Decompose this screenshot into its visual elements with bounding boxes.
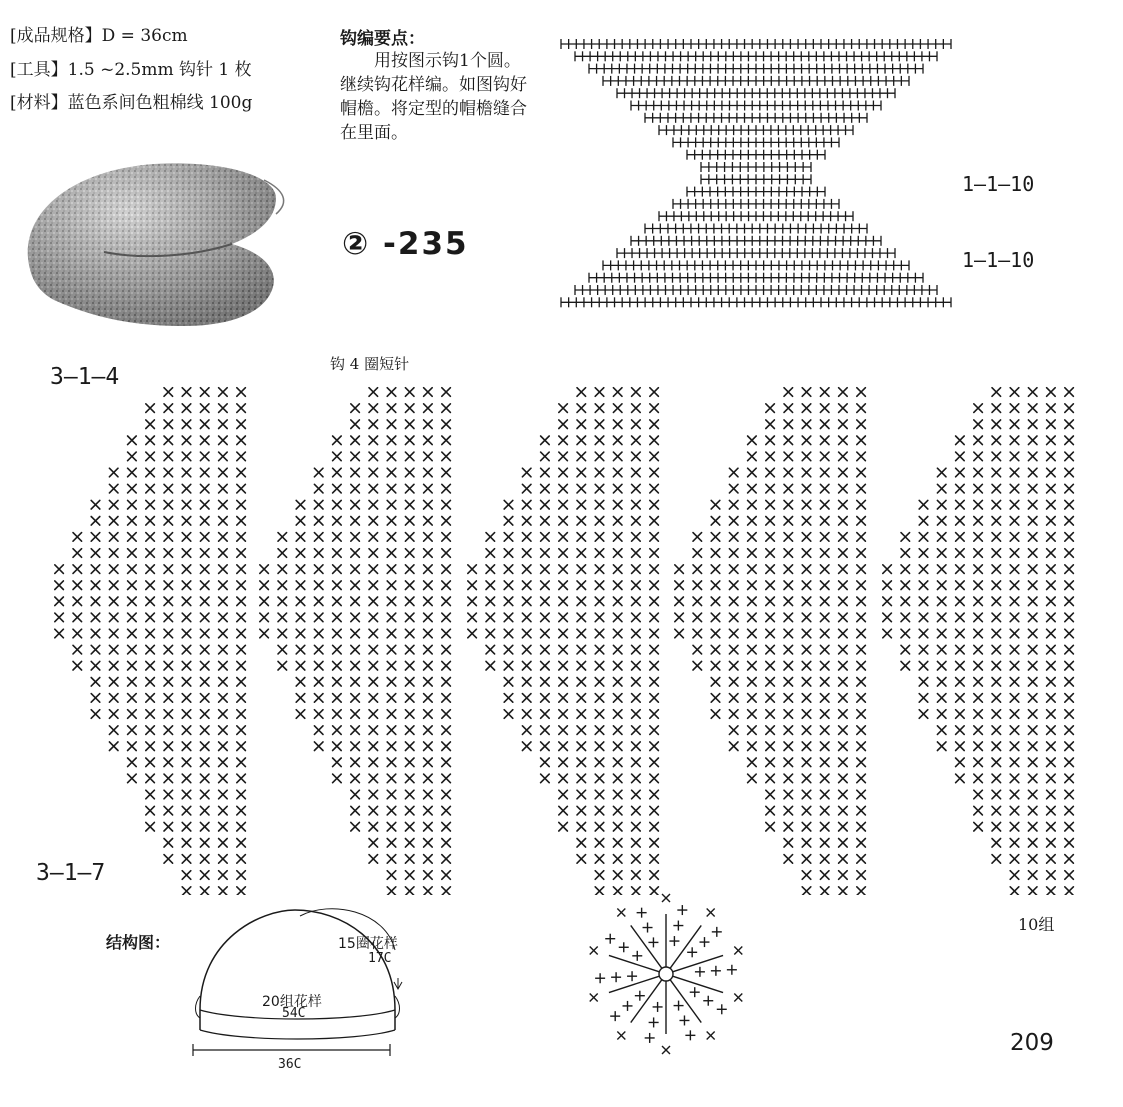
brim-stitch-row (561, 297, 951, 307)
tools-spec: [工具】1.5 ~2.5mm 钩针 1 枚 (10, 60, 252, 80)
crown-label-top: 3—1—4 (50, 364, 120, 390)
page-number: 209 (1010, 1030, 1054, 1056)
motif-spoke (631, 925, 662, 968)
crown-wedge (675, 388, 866, 895)
brim-stitch-row (687, 187, 825, 197)
notes-title: 钩编要点： (340, 29, 425, 49)
brim-stitch-row (603, 76, 909, 86)
brim-stitch-row (645, 113, 867, 123)
materials-spec: [材料】蓝色系间色粗棉线 100g (10, 93, 253, 113)
circumference-label: 54C (282, 1006, 306, 1021)
crown-wedge (260, 388, 451, 895)
crown-wedge (883, 388, 1074, 895)
size-spec: [成品规格】D = 36cm (10, 26, 188, 46)
rounds-label: 15圈花样 (338, 936, 398, 952)
brim-stitch-row (589, 273, 923, 283)
brim-stitch-row (575, 285, 937, 295)
pattern-code: ② -235 (342, 226, 469, 262)
motif-spoke (631, 980, 662, 1023)
crown-wedge (55, 388, 246, 895)
circle-motif-diagram (580, 890, 760, 1070)
brim-stitch-row (631, 236, 881, 246)
brim-stitch-row (673, 137, 839, 147)
brim-stitch-row (701, 174, 811, 184)
brim-stitch-row (575, 51, 937, 61)
crown-chart (40, 380, 1100, 895)
groups-label: 20组花样 (262, 994, 322, 1010)
structure-title: 结构图： (106, 933, 171, 952)
brim-stitch-row (701, 162, 811, 172)
brim-stitch-row (631, 101, 881, 111)
brim-stitch-row (561, 39, 951, 49)
crown-chart-header: 钩 4 圈短针 (330, 355, 410, 373)
motif-spoke (670, 925, 701, 968)
motif-spoke (609, 955, 659, 971)
brim-stitch-row (589, 64, 923, 74)
brim-stitch-row (617, 88, 895, 98)
height-label: 17C (368, 951, 392, 966)
crown-wedge (468, 388, 659, 895)
brim-stitch-row (687, 150, 825, 160)
brim-stitch-row (659, 125, 853, 135)
brim-label-upper: 1—1—10 (962, 172, 1035, 196)
brim-stitch-row (603, 260, 909, 270)
brim-stitch-row (659, 211, 853, 221)
hat-photo (14, 140, 314, 340)
motif-repeat-label: 10组 (1018, 915, 1055, 934)
brim-stitch-row (645, 224, 867, 234)
width-label: 36C (278, 1057, 302, 1072)
brim-chart (560, 30, 970, 310)
brim-stitch-row (673, 199, 839, 209)
notes-body: 用按图示钩1个圆。继续钩花样编。如图钩好帽檐。将定型的帽檐缝合在里面。 (340, 51, 527, 143)
motif-spoke (670, 980, 701, 1023)
motif-spoke (673, 976, 723, 992)
brim-label-lower: 1—1—10 (962, 248, 1035, 272)
brim-stitch-row (617, 248, 895, 258)
motif-center-ring (659, 967, 673, 981)
crown-label-bottom: 3—1—7 (36, 860, 106, 886)
